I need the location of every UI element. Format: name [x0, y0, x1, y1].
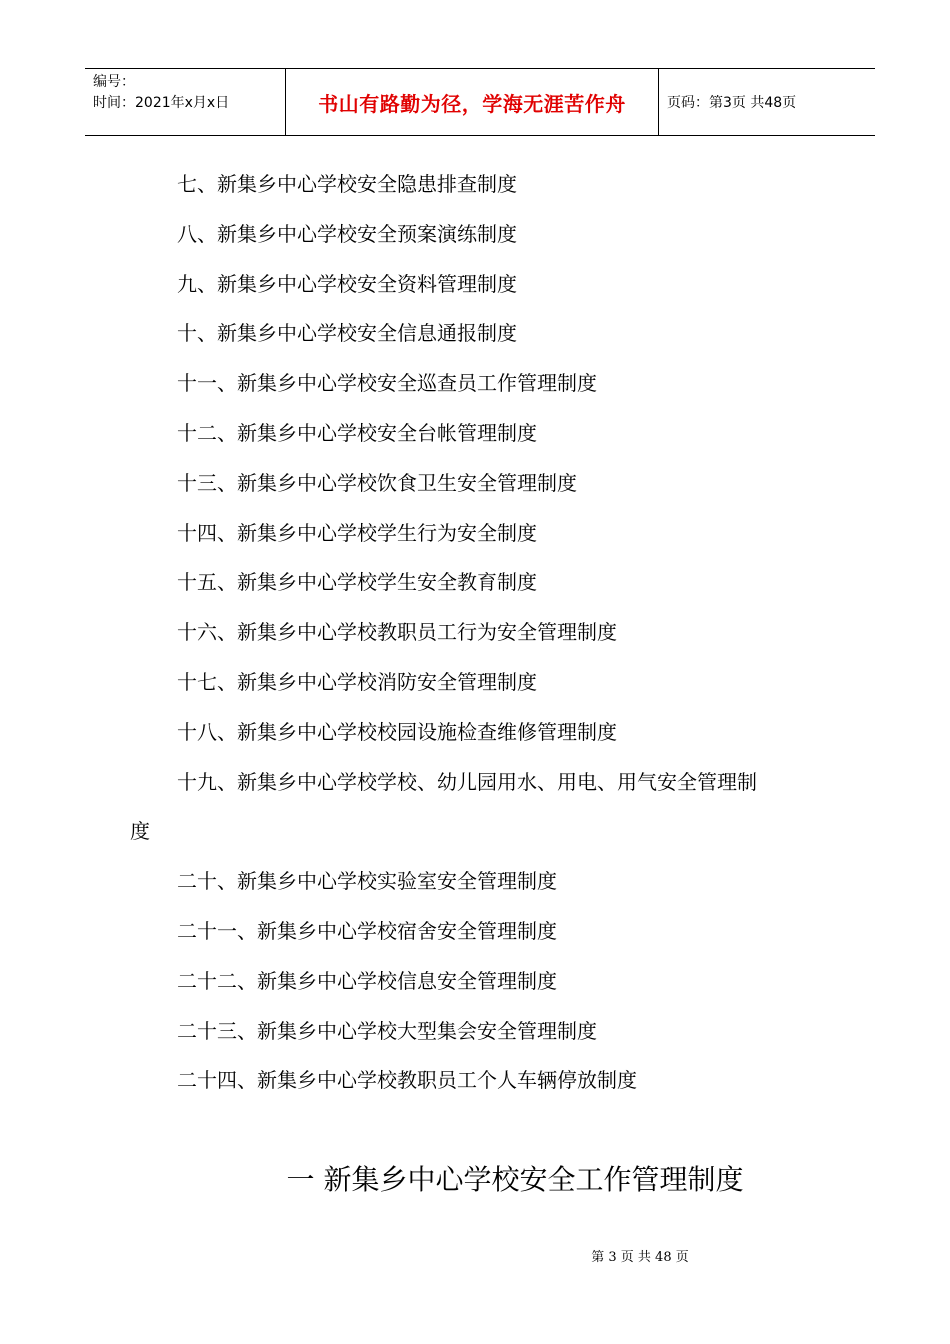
toc-item: 十八、新集乡中心学校校园设施检查维修管理制度: [177, 719, 617, 744]
toc-item: 二十二、新集乡中心学校信息安全管理制度: [177, 968, 557, 993]
toc-item: 七、新集乡中心学校安全隐患排查制度: [177, 172, 517, 196]
page-header: [85, 68, 875, 136]
toc-item: 十六、新集乡中心学校教职员工行为安全管理制度: [177, 620, 617, 645]
toc-item: 十七、新集乡中心学校消防安全管理制度: [177, 669, 537, 694]
header-meta: [93, 72, 229, 114]
toc-item: 二十四、新集乡中心学校教职员工个人车辆停放制度: [177, 1068, 637, 1093]
toc-item: 十、新集乡中心学校安全信息通报制度: [177, 321, 517, 346]
header-time: 时间：2021年x月x日: [93, 95, 230, 111]
toc-item: 十三、新集乡中心学校饮食卫生安全管理制度: [177, 470, 577, 495]
header-motto: 书山有路勤为径，学海无涯苦作舟: [318, 91, 626, 116]
toc-item: 二十、新集乡中心学校实验室安全管理制度: [177, 869, 557, 894]
toc-item: 十四、新集乡中心学校学生行为安全制度: [177, 520, 537, 545]
toc-item: 二十一、新集乡中心学校宿舍安全管理制度: [177, 918, 557, 943]
toc-item: 八、新集乡中心学校安全预案演练制度: [177, 221, 517, 246]
toc-item: 二十三、新集乡中心学校大型集会安全管理制度: [177, 1018, 597, 1043]
toc-item: 十五、新集乡中心学校学生安全教育制度: [177, 570, 537, 595]
section-title: 一 新集乡中心学校安全工作管理制度: [286, 1163, 744, 1196]
toc-item: 十九、新集乡中心学校学校、幼儿园用水、用电、用气安全管理制: [177, 769, 757, 794]
header-divider: [658, 69, 659, 135]
toc-item-continuation: 度: [130, 819, 150, 844]
page-footer: 第 3 页 共 48 页: [591, 1250, 689, 1265]
toc-item: 十一、新集乡中心学校安全巡查员工作管理制度: [177, 371, 597, 396]
header-page-info: 页码：第3页 共48页: [667, 95, 797, 111]
table-of-contents: [130, 160, 830, 1106]
toc-item: 九、新集乡中心学校安全资料管理制度: [177, 271, 517, 296]
header-number: 编号：: [93, 74, 135, 90]
toc-item: 十二、新集乡中心学校安全台帐管理制度: [177, 420, 537, 445]
